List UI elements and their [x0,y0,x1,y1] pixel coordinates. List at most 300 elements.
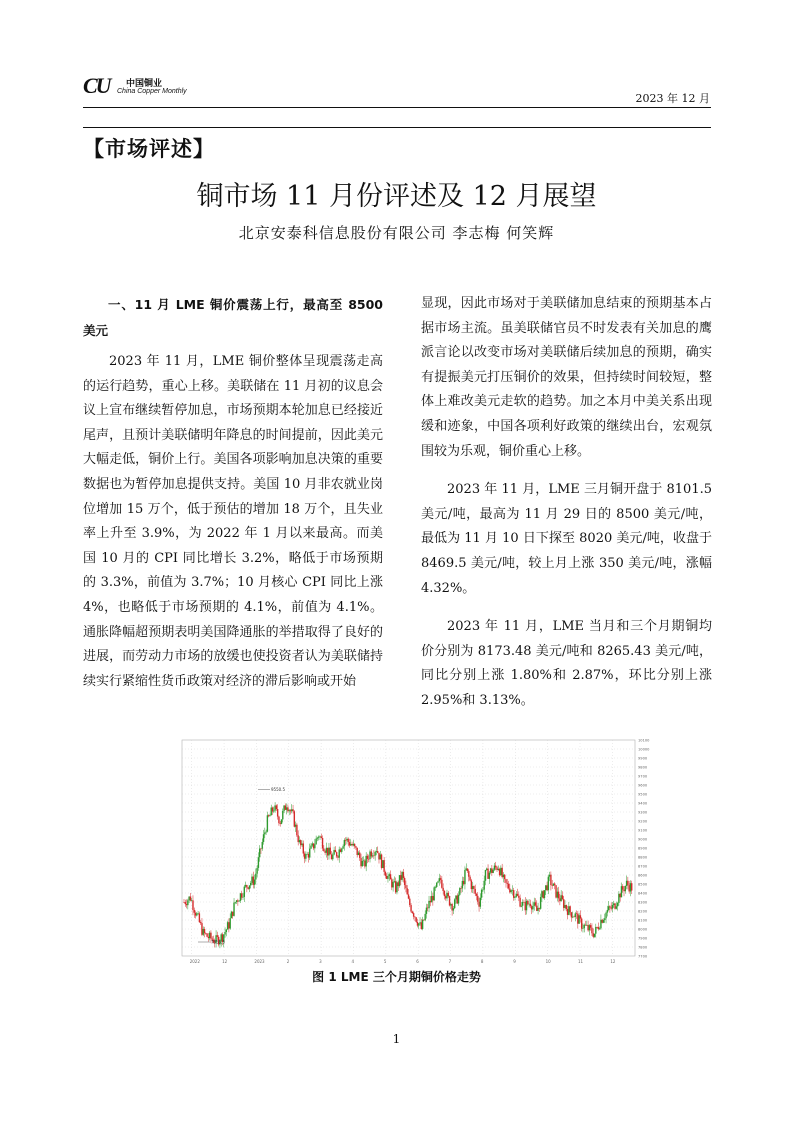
candle-body [317,838,318,839]
x-tick-label: 9 [513,959,516,964]
candle-body [442,888,443,891]
candle-body [603,920,604,923]
candle-body [265,832,266,833]
candle-body [617,903,618,906]
candle-body [587,925,588,930]
x-tick-label: 2023 [254,959,265,964]
candle-body [363,861,364,862]
candle-body [569,906,570,912]
section-rule [83,127,711,128]
candle-body [455,896,456,900]
candle-body [422,920,423,929]
y-tick-label: 10000 [638,747,650,752]
candle-body [503,875,504,877]
candle-body [399,875,400,886]
x-tick-label: 6 [416,959,419,964]
candle-body [477,896,478,902]
candle-body [526,901,527,910]
body-paragraph: 显现，因此市场对于美联储加息结束的预期基本占据市场主流。虽美联储官员不时发表有关加息的鹰派言论以改变市场对美联储后续加息的预期，确实有提振美元打压铜价的效果，但持续时间较短，整体上难改美元走软的趋势。加之本月中美关系出现缓和迹象，中国各项利好政策的继续出台，宏观氛围较为乐观，铜价重心上移。 [421,296,712,459]
candle-body [273,811,274,812]
candle-body [423,920,424,921]
candle-body [483,881,484,890]
candle-body [468,871,469,877]
candle-body [185,902,186,904]
candle-body [576,913,577,914]
candle-body [449,896,450,905]
candle-body [596,927,597,928]
y-tick-label: 8900 [638,846,648,851]
candle-body [272,808,273,812]
candle-body [435,887,436,888]
candle-body [458,895,459,904]
candle-body [498,869,499,870]
y-tick-label: 9700 [638,774,648,779]
x-tick-label: 2022 [189,959,200,964]
candle-body [507,883,508,884]
x-tick-label: 10 [545,959,551,964]
candle-body [228,922,229,928]
candle-body [300,840,301,845]
candle-body [359,853,360,858]
candle-body [494,866,495,870]
candle-body [509,888,510,892]
candle-body [469,877,470,881]
candle-body [546,885,547,890]
candle-body [408,894,409,898]
candle-body [356,848,357,855]
header-rule [83,107,711,108]
candle-body [196,913,197,915]
candle-body [573,917,574,918]
candle-body [460,888,461,889]
candle-body [259,849,260,858]
y-tick-label: 9000 [638,837,648,842]
candle-body [237,900,238,901]
candle-body [287,807,288,811]
candle-body [372,855,373,856]
candle-body [619,894,620,898]
copper-price-chart [180,738,658,968]
candle-body [531,906,532,909]
candle-body [349,842,350,845]
candle-body [550,875,551,885]
candle-body [414,917,415,918]
candle-body [523,902,524,903]
candle-body [535,902,536,905]
candle-body [589,925,590,930]
y-tick-label: 9900 [638,756,648,761]
candle-body [391,879,392,887]
candle-body [280,823,281,824]
candle-body [471,880,472,889]
y-tick-label: 7800 [638,945,648,950]
y-tick-label: 9200 [638,819,648,824]
candle-body [549,875,550,877]
y-tick-label: 8800 [638,855,648,860]
candle-body [625,886,626,891]
candle-body [308,854,309,858]
candle-body [612,905,613,909]
candle-body [608,906,609,910]
candle-body [492,870,493,873]
candle-body [441,880,442,888]
candle-body [499,869,500,875]
candle-body [539,908,540,909]
candle-body [335,850,336,852]
candle-body [267,815,268,831]
candle-body [187,900,188,905]
candle-body [517,894,518,896]
candle-body [525,902,526,910]
candle-body [194,910,195,913]
candle-body [560,895,561,901]
y-tick-label: 7900 [638,936,648,941]
candle-body [367,856,368,859]
candle-body [392,882,393,888]
candle-body [241,893,242,897]
candle-body [627,881,628,885]
candle-body [374,852,375,856]
candle-body [462,881,463,888]
candle-body [504,875,505,879]
candle-body [621,886,622,897]
candle-body [190,897,191,901]
candle-body [282,811,283,819]
candle-body [413,913,414,917]
issue-date: 2023 年 12 月 [635,92,710,105]
y-tick-label: 8000 [638,927,648,932]
candle-body [548,877,549,891]
candle-body [424,914,425,920]
candle-body [199,913,200,922]
candle-body [490,868,491,872]
candle-body [400,875,401,880]
candle-body [389,874,390,876]
candle-body [260,849,261,850]
candle-body [622,886,623,889]
candle-body [371,851,372,856]
x-tick-label: 5 [383,959,387,964]
candle-body [616,906,617,908]
candle-body [478,902,479,907]
candle-body [365,856,366,867]
candle-body [448,893,449,896]
candle-body [530,904,531,906]
candle-body [350,844,351,845]
left-column [83,292,383,694]
candle-body [521,906,522,907]
candle-body [250,883,251,885]
candle-body [323,848,324,851]
candle-body [577,914,578,924]
candle-body [324,851,325,853]
candle-body [283,806,284,811]
candle-body [227,922,228,929]
candle-body [381,854,382,868]
candle-body [568,906,569,915]
candle-body [373,855,374,856]
candle-body [459,888,460,895]
candle-body [385,872,386,876]
candle-body [319,836,320,837]
logo-chinese-name: 中国铜业 [126,79,163,89]
candle-body [277,809,278,817]
candle-body [551,885,552,886]
y-tick-label: 10100 [638,738,650,743]
candle-body [330,848,331,855]
candle-body [328,848,329,856]
candle-body [555,885,556,897]
candle-body [362,861,363,866]
candle-body [594,934,595,937]
y-tick-label: 8600 [638,873,648,878]
y-tick-label: 8200 [638,909,648,914]
candle-body [271,808,272,816]
candle-body [514,897,515,898]
candle-body [309,849,310,858]
candle-body [512,890,513,891]
candle-body [578,915,579,923]
candle-body [380,854,381,859]
candle-body [536,906,537,911]
candle-body [545,885,546,890]
candle-body [276,805,277,809]
candle-body [409,899,410,905]
y-tick-label: 9300 [638,810,648,815]
x-tick-label: 3 [319,959,322,964]
page-number: 1 [392,1032,401,1046]
candle-body [278,817,279,824]
candle-body [342,846,343,848]
y-tick-label: 9400 [638,801,648,806]
candle-body [224,932,225,935]
candle-body [610,907,611,908]
candle-body [253,877,254,885]
candle-body [332,855,333,860]
candle-body [245,885,246,887]
candle-body [595,927,596,934]
candle-body [599,928,600,929]
candle-body [572,917,573,918]
candle-body [404,878,405,885]
candle-body [396,882,397,892]
high-label: 9550.5 [271,786,285,792]
plot-frame [182,740,635,956]
candle-body [476,894,477,896]
candle-body [327,848,328,856]
candle-body [582,928,583,929]
candle-body [415,917,416,922]
candle-body [450,904,451,905]
candle-body [473,886,474,889]
x-tick-label: 12 [610,959,616,964]
candle-body [305,854,306,859]
candle-body [205,933,206,934]
body-paragraph: 2023 年 11 月，LME 铜价整体呈现震荡走高的运行趋势，重心上移。美联储在 11 月初的议息会议上宣布继续暂停加息，市场预期本轮加息已经接近尾声，且预计美联储明年降息的时间提前，因此美元大幅走低，铜价上行。美国各项影响加息决策的重要数据也为暂停加息提供支持。美国 10 月非农就业岗位增加 15 万个，低于预估的增加 18 万个，且失业率上升至 3.9%，为 2022 年 1 月以来最高。而美国 10 月的 CPI 同比增长 3.2%，略低于市场预期的 3.3%，前值为 3.7%；10 月核心 CPI 同比上涨 4%，也略低于市场预期的 4.1%，前值为 4.1%。通胀降幅超预期表明美国降通胀的举措取得了良好的进展，而劳动力市场的放缓也使投资者认为美联储持续实行紧缩性货币政策对经济的滞后影响或开始 [83,354,383,689]
candle-body [296,825,297,836]
candle-body [244,887,245,897]
candle-body [299,840,300,842]
candle-body [581,919,582,929]
candle-body [602,920,603,923]
candle-body [559,898,560,901]
candle-body [440,878,441,880]
candle-body [564,905,565,908]
candle-body [543,891,544,898]
candle-body [626,881,627,886]
candle-body [262,842,263,849]
candle-body [390,874,391,879]
candle-body [264,832,265,834]
candle-body [475,889,476,894]
candle-body [489,873,490,879]
candle-body [339,849,340,857]
candle-body [496,867,497,870]
candle-body [534,902,535,906]
candle-body [303,843,304,853]
candle-body [607,910,608,913]
candle-body [209,933,210,938]
candle-body [204,929,205,933]
candle-body [614,903,615,908]
candle-body [383,860,384,872]
y-tick-label: 7700 [638,954,648,959]
candle-body [232,912,233,916]
candle-body [337,856,338,857]
candle-body [508,884,509,889]
candle-body [598,927,599,929]
candle-body [426,908,427,914]
candle-body [593,933,594,937]
x-tick-label: 2 [286,959,290,964]
candle-body [346,839,347,841]
logo-letters: CU [83,73,110,98]
candle-body [439,878,440,881]
candle-body [258,857,259,868]
section-heading: 一、11 月 LME 铜价震荡上行，最高至 8500 美元 [83,297,383,338]
candle-body [242,897,243,898]
candle-body [464,870,465,884]
candle-body [544,890,545,898]
candle-body [377,851,378,853]
candle-body [247,887,248,888]
candle-body [183,902,184,903]
x-tick-label: 4 [351,959,355,964]
y-tick-label: 8700 [638,864,648,869]
candle-body [255,874,256,880]
candle-body [467,868,468,871]
candle-body [431,896,432,902]
candle-body [457,896,458,904]
candle-body [566,905,567,909]
candle-body [482,890,483,891]
candle-body [558,892,559,899]
candle-body [451,904,452,910]
candle-body [269,815,270,816]
candle-body [427,908,428,909]
candle-body [290,810,291,811]
candle-body [401,872,402,880]
candle-body [428,901,429,908]
candle-body [557,892,558,898]
candle-body [433,887,434,900]
candle-body [419,922,420,923]
candle-body [398,882,399,886]
candle-body [618,894,619,903]
candle-body [274,805,275,810]
candle-body [351,844,352,845]
x-tick-label: 7 [448,959,452,964]
candle-body [528,904,529,905]
candle-body [628,885,629,891]
candle-body [254,880,255,885]
candle-body [584,925,585,928]
candle-body [251,877,252,883]
candle-body [206,934,207,937]
candle-body [336,852,337,856]
candle-body [432,896,433,900]
candle-body [500,868,501,875]
candle-body [292,809,293,811]
candle-body [376,851,377,852]
candle-body [436,883,437,887]
candle-body [240,893,241,901]
candle-body [453,908,454,910]
candle-body [364,861,365,867]
candle-body [355,846,356,847]
y-tick-label: 9600 [638,783,648,788]
candle-body [430,901,431,902]
candle-body [249,885,250,888]
candle-body [233,903,234,916]
x-tick-label: 8 [480,959,484,964]
candle-body [405,885,406,888]
candle-body [481,890,482,898]
candle-body [268,815,269,816]
candle-body [378,853,379,860]
y-tick-label: 8300 [638,900,648,905]
candle-body [382,860,383,868]
y-tick-label: 9100 [638,828,648,833]
section-tag: 【市场评述】 [83,137,215,161]
candle-body [295,825,296,827]
candle-body [604,918,605,920]
candle-body [463,881,464,884]
candle-body [333,850,334,855]
y-tick-label: 8500 [638,882,648,887]
x-tick-label: 12 [222,959,228,964]
candle-body [454,899,455,908]
candle-body [527,901,528,904]
candle-body [285,806,286,810]
article-title: 铜市场 11 月份评述及 12 月展望 [196,181,597,212]
candle-body [358,853,359,855]
y-tick-label: 9800 [638,765,648,770]
candle-body [369,851,370,859]
candle-body [236,900,237,902]
candle-body [487,869,488,879]
candle-body [417,922,418,926]
candle-body [613,903,614,905]
candle-body [631,883,632,890]
candle-body [491,868,492,873]
candle-body [310,846,311,849]
candle-body [630,883,631,891]
candle-body [188,897,189,901]
candle-body [445,896,446,898]
candle-body [354,844,355,846]
candle-body [600,920,601,929]
